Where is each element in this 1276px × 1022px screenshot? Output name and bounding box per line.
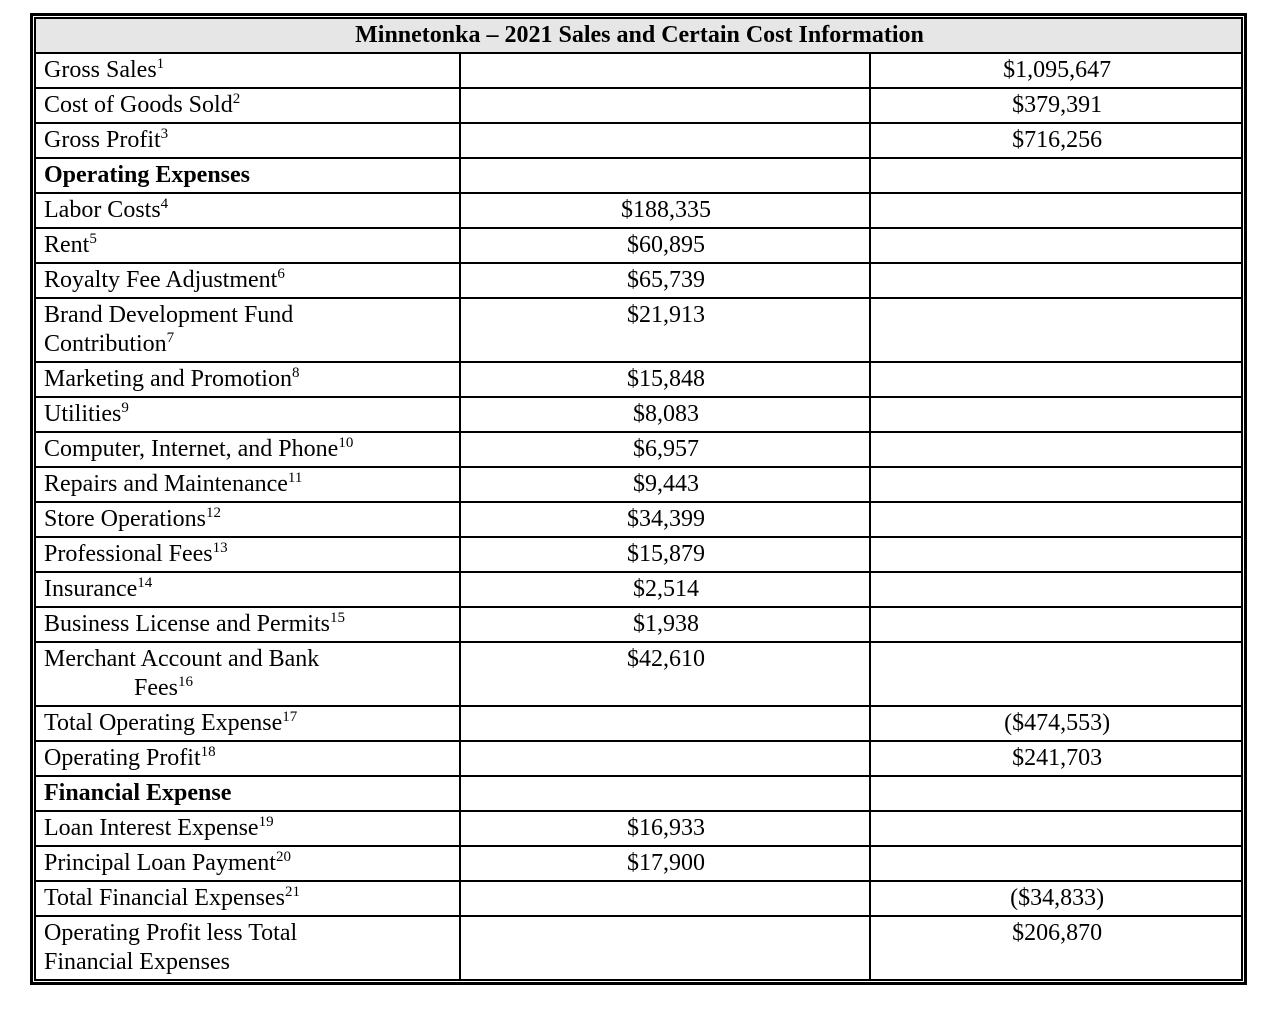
label-line xyxy=(44,91,453,120)
footnote-ref: 13 xyxy=(212,540,228,556)
total-cell-merchant-account-and-bank-fees xyxy=(870,642,1242,706)
label-text: Brand Development Fund xyxy=(44,302,294,328)
total-cell-loan-interest-expense xyxy=(870,811,1242,846)
footnote-ref: 6 xyxy=(277,266,285,282)
label-line xyxy=(44,540,453,569)
footnote-ref: 9 xyxy=(121,400,129,416)
amount-cell-business-license-and-permits: $1,938 xyxy=(460,607,870,642)
label-line xyxy=(44,365,453,394)
total-cell-utilities xyxy=(870,397,1242,432)
table-row-cost-of-goods-sold xyxy=(35,88,1242,123)
table-row-store-operations xyxy=(35,502,1242,537)
label-cell-marketing-and-promotion xyxy=(35,362,460,397)
total-cell-business-license-and-permits xyxy=(870,607,1242,642)
total-cell-rent xyxy=(870,228,1242,263)
label-line xyxy=(44,196,453,225)
amount-cell-store-operations: $34,399 xyxy=(460,502,870,537)
label-line xyxy=(44,435,453,464)
table-row-financial-expense-section xyxy=(35,776,1242,811)
label-line xyxy=(44,231,453,260)
label-line xyxy=(44,56,453,85)
label-line xyxy=(44,126,453,155)
label-cell-principal-loan-payment xyxy=(35,846,460,881)
footnote-ref: 17 xyxy=(282,709,298,725)
label-text: Operating Expenses xyxy=(44,162,251,188)
table-row-operating-profit xyxy=(35,741,1242,776)
table-row-utilities xyxy=(35,397,1242,432)
total-cell-operating-expenses-section xyxy=(870,158,1242,193)
table-row-total-financial-expenses xyxy=(35,881,1242,916)
label-line xyxy=(44,849,453,878)
table-row-brand-development-fund-contribution xyxy=(35,298,1242,362)
label-text: Contribution xyxy=(44,331,167,357)
footnote-ref: 15 xyxy=(329,610,345,626)
label-cell-computer-internet-and-phone xyxy=(35,432,460,467)
label-text: Royalty Fee Adjustment xyxy=(44,267,278,293)
label-line xyxy=(44,814,453,843)
footnote-ref: 20 xyxy=(275,849,291,865)
label-text: Gross Profit xyxy=(44,127,161,153)
total-cell-operating-profit: $241,703 xyxy=(870,741,1242,776)
amount-cell-financial-expense-section xyxy=(460,776,870,811)
label-cell-cost-of-goods-sold xyxy=(35,88,460,123)
table-row-gross-sales xyxy=(35,53,1242,88)
label-line xyxy=(44,505,453,534)
total-cell-cost-of-goods-sold: $379,391 xyxy=(870,88,1242,123)
label-cell-gross-profit xyxy=(35,123,460,158)
total-cell-financial-expense-section xyxy=(870,776,1242,811)
table-row-gross-profit xyxy=(35,123,1242,158)
table-row-total-operating-expense xyxy=(35,706,1242,741)
total-cell-brand-development-fund-contribution xyxy=(870,298,1242,362)
label-line xyxy=(44,610,453,639)
footnote-ref: 19 xyxy=(258,814,274,830)
label-cell-loan-interest-expense xyxy=(35,811,460,846)
label-text: Principal Loan Payment xyxy=(44,850,276,876)
footnote-ref: 11 xyxy=(287,470,303,486)
label-line xyxy=(44,709,453,738)
amount-cell-total-operating-expense xyxy=(460,706,870,741)
amount-cell-operating-profit xyxy=(460,741,870,776)
label-text: Loan Interest Expense xyxy=(44,815,259,841)
label-cell-business-license-and-permits xyxy=(35,607,460,642)
total-cell-labor-costs xyxy=(870,193,1242,228)
amount-cell-operating-expenses-section xyxy=(460,158,870,193)
table-title: Minnetonka – 2021 Sales and Certain Cost Information xyxy=(35,18,1242,53)
label-text: Labor Costs xyxy=(44,197,161,223)
label-cell-royalty-fee-adjustment xyxy=(35,263,460,298)
table-row-repairs-and-maintenance xyxy=(35,467,1242,502)
footnote-ref: 4 xyxy=(160,196,169,212)
label-cell-repairs-and-maintenance xyxy=(35,467,460,502)
label-text: Gross Sales xyxy=(44,57,157,83)
label-text: Operating Profit xyxy=(44,745,201,771)
label-line xyxy=(44,301,453,330)
label-cell-brand-development-fund-contribution xyxy=(35,298,460,362)
table-row-labor-costs xyxy=(35,193,1242,228)
footnote-ref: 3 xyxy=(160,126,169,142)
label-cell-financial-expense-section xyxy=(35,776,460,811)
total-cell-repairs-and-maintenance xyxy=(870,467,1242,502)
table-row-professional-fees xyxy=(35,537,1242,572)
total-cell-gross-sales: $1,095,647 xyxy=(870,53,1242,88)
label-text: Utilities xyxy=(44,401,122,427)
table-row-royalty-fee-adjustment xyxy=(35,263,1242,298)
label-line xyxy=(44,779,453,808)
label-text: Financial Expenses xyxy=(44,949,230,975)
label-text: Total Financial Expenses xyxy=(44,885,285,911)
amount-cell-computer-internet-and-phone: $6,957 xyxy=(460,432,870,467)
table-row-rent xyxy=(35,228,1242,263)
amount-cell-repairs-and-maintenance: $9,443 xyxy=(460,467,870,502)
footnote-ref: 12 xyxy=(205,505,221,521)
label-line xyxy=(44,674,453,703)
amount-cell-loan-interest-expense: $16,933 xyxy=(460,811,870,846)
label-line xyxy=(44,884,453,913)
amount-cell-gross-profit xyxy=(460,123,870,158)
table-row-principal-loan-payment xyxy=(35,846,1242,881)
label-line xyxy=(44,400,453,429)
total-cell-store-operations xyxy=(870,502,1242,537)
financial-table xyxy=(34,17,1243,981)
amount-cell-total-financial-expenses xyxy=(460,881,870,916)
label-line xyxy=(44,744,453,773)
footnote-ref: 7 xyxy=(166,330,175,346)
total-cell-gross-profit: $716,256 xyxy=(870,123,1242,158)
label-line xyxy=(44,330,453,359)
label-cell-labor-costs xyxy=(35,193,460,228)
table-row-operating-expenses-section xyxy=(35,158,1242,193)
total-cell-operating-profit-less-total-financial-expenses: $206,870 xyxy=(870,916,1242,980)
label-line xyxy=(44,470,453,499)
table-row-loan-interest-expense xyxy=(35,811,1242,846)
footnote-ref: 14 xyxy=(137,575,153,591)
total-cell-computer-internet-and-phone xyxy=(870,432,1242,467)
label-text: Financial Expense xyxy=(44,780,232,806)
label-line xyxy=(44,575,453,604)
label-cell-operating-expenses-section xyxy=(35,158,460,193)
label-cell-total-financial-expenses xyxy=(35,881,460,916)
label-cell-rent xyxy=(35,228,460,263)
table-body xyxy=(35,53,1242,980)
footnote-ref: 16 xyxy=(178,674,193,690)
label-text: Marketing and Promotion xyxy=(44,366,292,392)
table-title-row xyxy=(35,18,1242,53)
amount-cell-principal-loan-payment: $17,900 xyxy=(460,846,870,881)
label-text: Insurance xyxy=(44,576,138,602)
total-cell-principal-loan-payment xyxy=(870,846,1242,881)
label-cell-utilities xyxy=(35,397,460,432)
table-row-business-license-and-permits xyxy=(35,607,1242,642)
label-text: Total Operating Expense xyxy=(44,710,283,736)
amount-cell-gross-sales xyxy=(460,53,870,88)
footnote-ref: 18 xyxy=(200,744,216,760)
label-text: Rent xyxy=(44,232,90,258)
amount-cell-merchant-account-and-bank-fees: $42,610 xyxy=(460,642,870,706)
table-row-computer-internet-and-phone xyxy=(35,432,1242,467)
label-line xyxy=(44,161,453,190)
footnote-ref: 21 xyxy=(284,884,300,900)
total-cell-total-financial-expenses: ($34,833) xyxy=(870,881,1242,916)
footnote-ref: 5 xyxy=(89,231,97,247)
amount-cell-labor-costs: $188,335 xyxy=(460,193,870,228)
table-row-marketing-and-promotion xyxy=(35,362,1242,397)
amount-cell-professional-fees: $15,879 xyxy=(460,537,870,572)
label-text: Merchant Account and Bank xyxy=(44,646,320,672)
amount-cell-insurance: $2,514 xyxy=(460,572,870,607)
table-row-insurance xyxy=(35,572,1242,607)
label-line xyxy=(44,919,453,948)
label-cell-operating-profit-less-total-financial-expenses xyxy=(35,916,460,980)
label-cell-professional-fees xyxy=(35,537,460,572)
label-cell-total-operating-expense xyxy=(35,706,460,741)
label-line xyxy=(44,948,453,977)
table-row-operating-profit-less-total-financial-expenses xyxy=(35,916,1242,980)
label-cell-gross-sales xyxy=(35,53,460,88)
amount-cell-utilities: $8,083 xyxy=(460,397,870,432)
amount-cell-operating-profit-less-total-financial-expenses xyxy=(460,916,870,980)
label-text: Store Operations xyxy=(44,506,206,532)
total-cell-marketing-and-promotion xyxy=(870,362,1242,397)
amount-cell-marketing-and-promotion: $15,848 xyxy=(460,362,870,397)
label-cell-insurance xyxy=(35,572,460,607)
label-cell-operating-profit xyxy=(35,741,460,776)
total-cell-insurance xyxy=(870,572,1242,607)
financial-table-container xyxy=(30,13,1247,985)
label-cell-store-operations xyxy=(35,502,460,537)
amount-cell-cost-of-goods-sold xyxy=(460,88,870,123)
amount-cell-rent: $60,895 xyxy=(460,228,870,263)
label-text: Repairs and Maintenance xyxy=(44,471,288,497)
amount-cell-royalty-fee-adjustment: $65,739 xyxy=(460,263,870,298)
footnote-ref: 10 xyxy=(338,435,354,451)
total-cell-professional-fees xyxy=(870,537,1242,572)
label-cell-merchant-account-and-bank-fees xyxy=(35,642,460,706)
label-line xyxy=(44,645,453,674)
label-text: Business License and Permits xyxy=(44,611,330,637)
label-text: Fees xyxy=(134,675,178,701)
table-row-merchant-account-and-bank-fees xyxy=(35,642,1242,706)
label-line xyxy=(44,266,453,295)
total-cell-royalty-fee-adjustment xyxy=(870,263,1242,298)
label-text: Professional Fees xyxy=(44,541,213,567)
label-text: Computer, Internet, and Phone xyxy=(44,436,339,462)
label-text: Operating Profit less Total xyxy=(44,920,298,946)
footnote-ref: 1 xyxy=(156,56,165,72)
amount-cell-brand-development-fund-contribution: $21,913 xyxy=(460,298,870,362)
footnote-ref: 2 xyxy=(232,91,241,107)
footnote-ref: 8 xyxy=(291,365,300,381)
label-text: Cost of Goods Sold xyxy=(44,92,233,118)
total-cell-total-operating-expense: ($474,553) xyxy=(870,706,1242,741)
